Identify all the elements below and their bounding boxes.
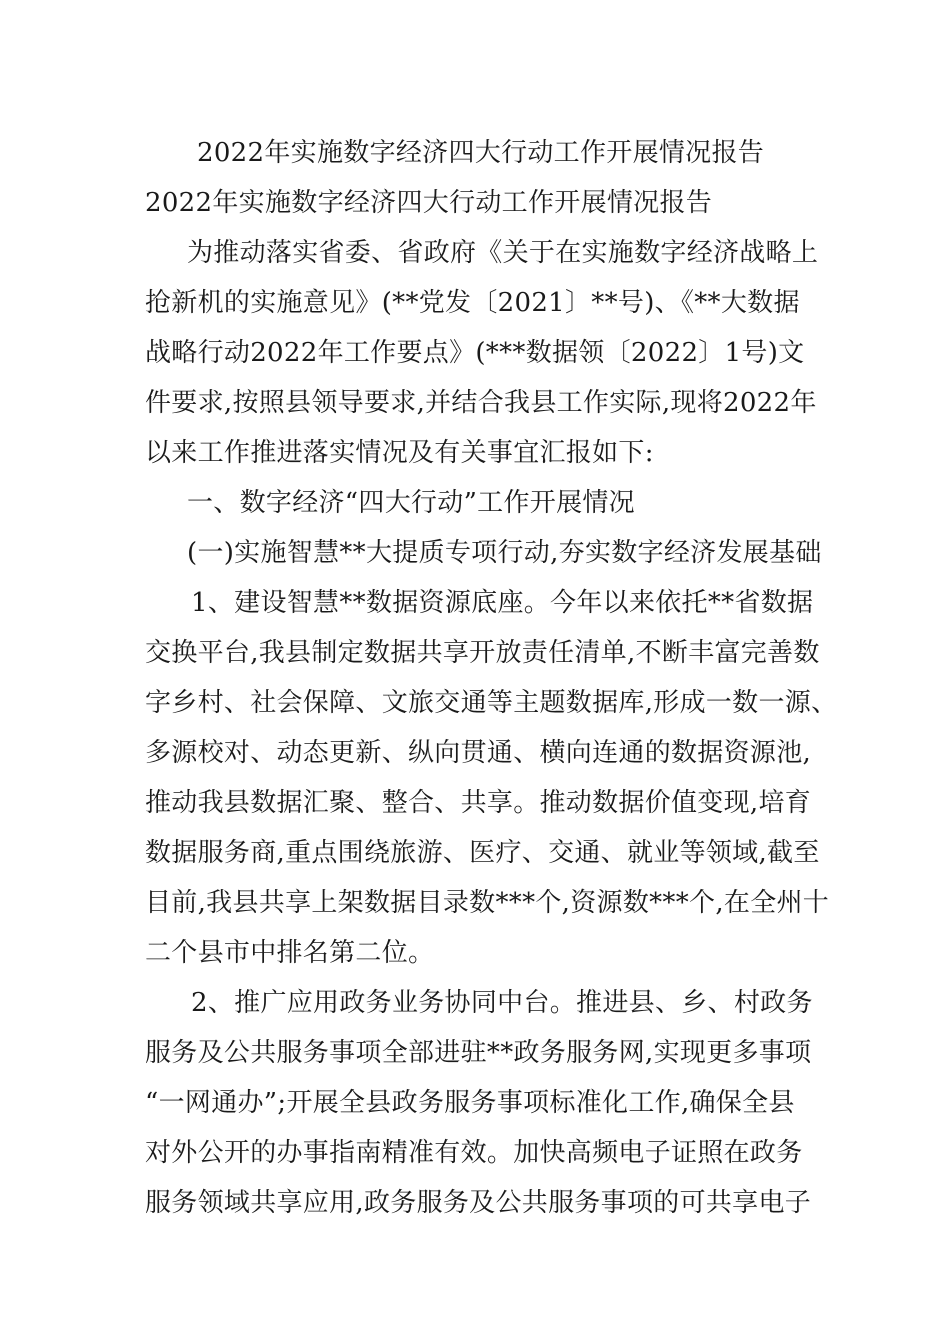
- intro-paragraph: [145, 228, 825, 478]
- item-1-paragraph: [145, 578, 838, 978]
- paragraph-line: 推动我县数据汇聚、整合、共享。推动数据价值变现,培育: [145, 788, 812, 818]
- paragraph-line: “一网通办”;开展全县政务服务事项标准化工作,确保全县: [145, 1088, 795, 1118]
- paragraph-line: 抢新机的实施意见》(**党发〔2021〕**号)、《**大数据: [145, 288, 800, 318]
- paragraph-line: 件要求,按照县领导要求,并结合我县工作实际,现将2022年: [145, 388, 817, 418]
- paragraph-line: 目前,我县共享上架数据目录数***个,资源数***个,在全州十: [145, 888, 830, 918]
- paragraph-line: 为推动落实省委、省政府《关于在实施数字经济战略上: [187, 238, 819, 268]
- item-2-paragraph: [145, 978, 825, 1228]
- paragraph-line: 二个县市中排名第二位。: [145, 938, 435, 968]
- paragraph-line: 战略行动2022年工作要点》(***数据领〔2022〕1号)文: [145, 338, 805, 368]
- section-heading: 一、数字经济“四大行动”工作开展情况: [187, 488, 635, 518]
- paragraph-line: 字乡村、社会保障、文旅交通等主题数据库,形成一数一源、: [145, 688, 838, 718]
- paragraph-line: 服务领域共享应用,政务服务及公共服务事项的可共享电子: [145, 1188, 812, 1218]
- paragraph-line: 交换平台,我县制定数据共享开放责任清单,不断丰富完善数: [145, 638, 820, 668]
- document-subtitle: 2022年实施数字经济四大行动工作开展情况报告: [145, 188, 713, 218]
- paragraph-line: 1、建设智慧**数据资源底座。今年以来依托**省数据: [191, 588, 814, 618]
- paragraph-line: 2、推广应用政务业务协同中台。推进县、乡、村政务: [191, 988, 813, 1018]
- document-title: 2022年实施数字经济四大行动工作开展情况报告: [197, 138, 765, 168]
- paragraph-line: 多源校对、动态更新、纵向贯通、横向连通的数据资源池,: [145, 738, 812, 768]
- paragraph-line: 数据服务商,重点围绕旅游、医疗、交通、就业等领域,截至: [145, 838, 820, 868]
- paragraph-line: 对外公开的办事指南精准有效。加快高频电子证照在政务: [145, 1138, 803, 1168]
- paragraph-line: 服务及公共服务事项全部进驻**政务服务网,实现更多事项: [145, 1038, 812, 1068]
- subsection-heading: (一)实施智慧**大提质专项行动,夯实数字经济发展基础: [187, 538, 822, 568]
- document-body: [145, 128, 838, 1228]
- paragraph-line: 以来工作推进落实情况及有关事宜汇报如下:: [145, 438, 654, 468]
